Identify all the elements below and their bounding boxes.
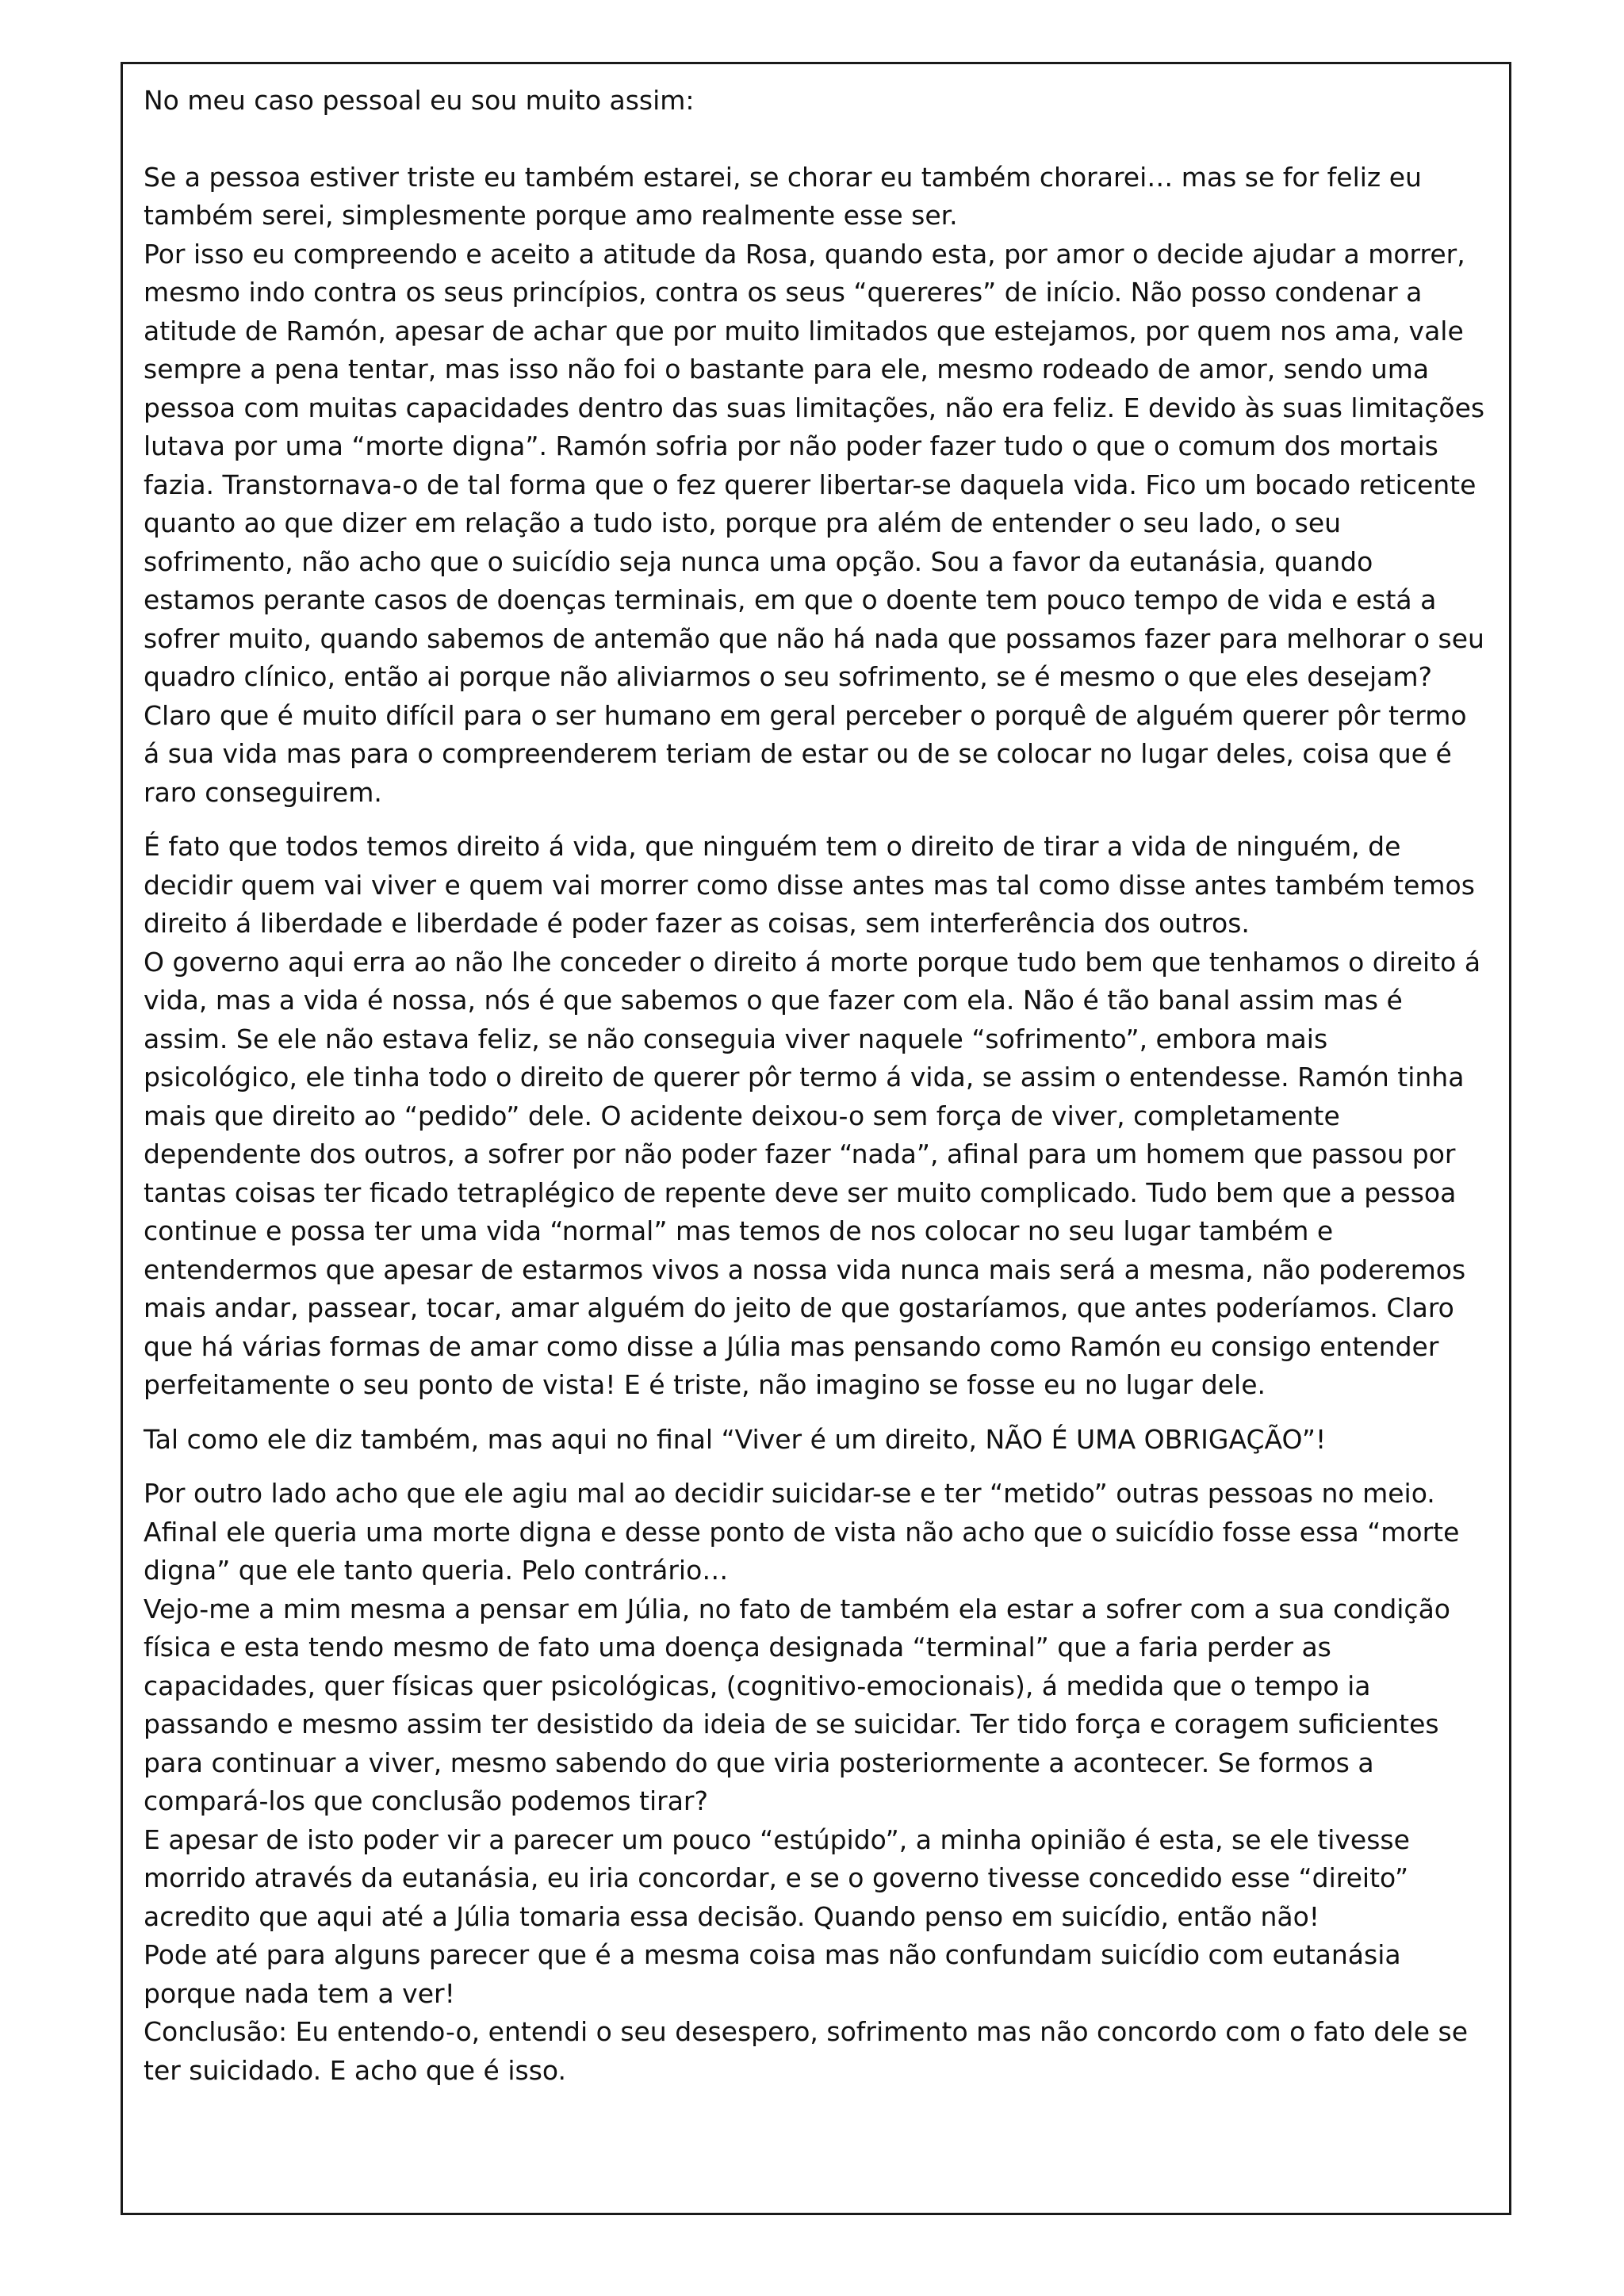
paragraph-conclusion: Conclusão: Eu entendo-o, entendi o seu desespero, sofrimento mas não concordo com o fato dele se ter suicidado. E acho que é isso.: [144, 2016, 1469, 2086]
paragraph-suicide-vs-euthanasia: Pode até para alguns parecer que é a mesma coisa mas não confundam suicídio com eutanásia porque nada tem a ver!: [144, 1939, 1401, 2009]
document-body: [144, 82, 1488, 2090]
paragraph-government: O governo aqui erra ao não lhe conceder o direito á morte porque tudo bem que tenhamos o direito á vida, mas a vida é nossa, nós é que sabemos o que fazer com ela. Não é tão banal assim mas é assim. Se ele não estava feliz, se não conseguia viver naquele “sofrimento”, embora mais psicológico, ele tinha todo o direito de querer pôr termo á vida, se assim o entendesse. Ramón tinha mais que direito ao “pedido” dele. O acidente deixou-o sem força de viver, completamente dependente dos outros, a sofrer por não poder fazer “nada”, afinal para um homem que passou por tantas coisas ter ficado tetraplégico de repente deve ser muito complicado. Tudo bem que a pessoa continue e possa ter uma vida “normal” mas temos de nos colocar no seu lugar também e entendermos que apesar de estarmos vivos a nossa vida nunca mais será a mesma, não poderemos mais andar, passear, tocar, amar alguém do jeito de que gostaríamos, que antes poderíamos. Claro que há várias formas de amar como disse a Júlia mas pensando como Ramón eu consigo entender perfeitamente o seu ponto de vista! E é triste, não imagino se fosse eu no lugar dele.: [144, 946, 1481, 1400]
paragraph-right-to-life: É fato que todos temos direito á vida, que ninguém tem o direito de tirar a vida de ninguém, de decidir quem vai viver e quem vai morrer como disse antes mas tal como disse antes também temos direito á liberdade e liberdade é poder fazer as coisas, sem interferência dos outros.: [144, 831, 1475, 939]
paragraph-rosa-ramon: Por isso eu compreendo e aceito a atitude da Rosa, quando esta, por amor o decide ajudar a morrer, mesmo indo contra os seus princípios, contra os seus “quereres” de início. Não posso condenar a atitude de Ramón, apesar de achar que por muito limitados que estejamos, por quem nos ama, vale sempre a pena tentar, mas isso não foi o bastante para ele, mesmo rodeado de amor, sendo uma pessoa com muitas capacidades dentro das suas limitações, não era feliz. E devido às suas limitações lutava por uma “morte digna”. Ramón sofria por não poder fazer tudo o que o comum dos mortais fazia. Transtornava-o de tal forma que o fez querer libertar-se daquela vida. Fico um bocado reticente quanto ao que dizer em relação a tudo isto, porque pra além de entender o seu lado, o seu sofrimento, não acho que o suicídio seja nunca uma opção. Sou a favor da eutanásia, quando estamos perante casos de doenças terminais, em que o doente tem pouco tempo de vida e está a sofrer muito, quando sabemos de antemão que não há nada que possamos fazer para melhorar o seu quadro clínico, então ai porque não aliviarmos o seu sofrimento, se é mesmo o que eles desejam? Claro que é muito difícil para o ser humano em geral perceber o porquê de alguém querer pôr termo á sua vida mas para o compreenderem teriam de estar ou de se colocar no lugar deles, coisa que é raro conseguirem.: [144, 238, 1485, 808]
paragraph-julia: Vejo-me a mim mesma a pensar em Júlia, no fato de também ela estar a sofrer com a sua condição física e esta tendo mesmo de fato uma doença designada “terminal” que a faria perder as capacidades, quer físicas quer psicológicas, (cognitivo-emocionais), á medida que o tempo ia passando e mesmo assim ter desistido da ideia de se suicidar. Ter tido força e coragem suficientes para continuar a viver, mesmo sabendo do que viria posteriormente a acontecer. Se formos a compará-los que conclusão podemos tirar?: [144, 1593, 1450, 1816]
paragraph-feelings: Se a pessoa estiver triste eu também estarei, se chorar eu também chorarei… mas se for feliz eu também serei, simplesmente porque amo realmente esse ser.: [144, 161, 1422, 231]
paragraph-intro: No meu caso pessoal eu sou muito assim:: [144, 85, 695, 116]
paragraph-quote: Tal como ele diz também, mas aqui no final “Viver é um direito, NÃO É UMA OBRIGAÇÃO”!: [144, 1423, 1327, 1455]
paragraph-other-side: Por outro lado acho que ele agiu mal ao decidir suicidar-se e ter “metido” outras pessoas no meio. Afinal ele queria uma morte digna e desse ponto de vista não acho que o suicídio fosse essa “morte digna” que ele tanto queria. Pelo contrário…: [144, 1478, 1460, 1586]
paragraph-opinion: E apesar de isto poder vir a parecer um pouco “estúpido”, a minha opinião é esta, se ele tivesse morrido através da eutanásia, eu iria concordar, e se o governo tivesse concedido esse “direito” acredito que aqui até a Júlia tomaria essa decisão. Quando penso em suicídio, então não!: [144, 1823, 1410, 1932]
document-frame: [121, 62, 1511, 2215]
